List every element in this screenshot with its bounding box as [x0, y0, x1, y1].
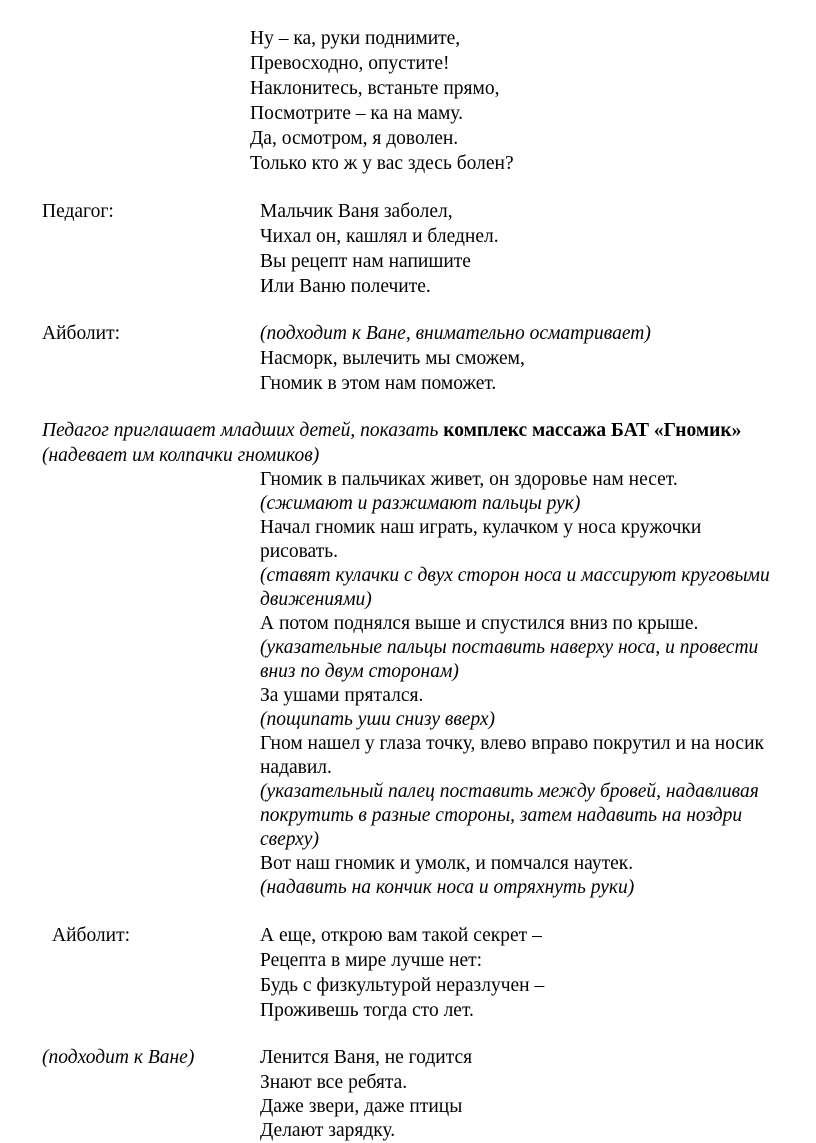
verse-line: Ленится Ваня, не годится — [260, 1047, 473, 1068]
massage-intro-text: Педагог приглашает младших детей, показать — [42, 420, 444, 441]
speaker-aibolit: Айболит: — [42, 323, 121, 344]
massage-title: комплекс массажа БАТ «Гномик» — [443, 420, 742, 441]
verse-line: Наклонитесь, встаньте прямо, — [250, 78, 500, 99]
verse-line: Чихал он, кашлял и бледнел. — [260, 226, 499, 247]
massage-direction: (указательные пальцы поставить наверху носа, и провести — [260, 637, 759, 658]
stage-direction: (подходит к Ване) — [42, 1047, 195, 1068]
verse-line: А еще, открою вам такой секрет – — [260, 925, 542, 946]
verse-line: Проживешь тогда сто лет. — [260, 1000, 474, 1021]
massage-direction: вниз по двум сторонам) — [260, 661, 459, 682]
massage-direction: сверху) — [260, 829, 319, 850]
massage-line: Гном нашел у глаза точку, влево вправо покрутил и на носик — [260, 733, 765, 754]
massage-line: рисовать. — [260, 541, 338, 562]
verse-line: Знают все ребята. — [260, 1072, 408, 1093]
massage-intro — [42, 419, 741, 443]
massage-direction: (надавить на кончик носа и отряхнуть руки) — [260, 877, 635, 898]
massage-line: надавил. — [260, 757, 332, 778]
verse-line: Делают зарядку. — [260, 1120, 396, 1141]
verse-line: Даже звери, даже птицы — [260, 1096, 463, 1117]
stage-direction: (подходит к Ване, внимательно осматривает) — [260, 323, 651, 344]
verse-line: Или Ваню полечите. — [260, 276, 431, 297]
massage-direction: (сжимают и разжимают пальцы рук) — [260, 493, 581, 514]
massage-direction: (ставят кулачки с двух сторон носа и массируют круговыми — [260, 565, 770, 586]
verse-line: Гномик в этом нам поможет. — [260, 373, 497, 394]
massage-line: За ушами прятался. — [260, 685, 424, 706]
massage-direction: (пощипать уши снизу вверх) — [260, 709, 495, 730]
massage-line: А потом поднялся выше и спустился вниз по крыше. — [260, 613, 699, 634]
massage-direction: (указательный палец поставить между бровей, надавливая — [260, 781, 759, 802]
massage-line: Начал гномик наш играть, кулачком у носа кружочки — [260, 517, 702, 538]
verse-line: Вы рецепт нам напишите — [260, 251, 471, 272]
massage-line: Вот наш гномик и умолк, и помчался наутек. — [260, 853, 634, 874]
verse-line: Только кто ж у вас здесь болен? — [250, 153, 514, 174]
verse-line: Да, осмотром, я доволен. — [250, 128, 459, 149]
massage-line: Гномик в пальчиках живет, он здоровье нам несет. — [260, 469, 678, 490]
massage-direction: покрутить в разные стороны, затем надавить на ноздри — [260, 805, 743, 826]
verse-line: Мальчик Ваня заболел, — [260, 201, 453, 222]
stage-direction: (надевает им колпачки гномиков) — [42, 445, 320, 466]
verse-line: Рецепта в мире лучше нет: — [260, 950, 483, 971]
massage-direction: движениями) — [260, 589, 372, 610]
verse-line: Посмотрите – ка на маму. — [250, 103, 463, 124]
speaker-aibolit: Айболит: — [52, 925, 131, 946]
verse-line: Будь с физкультурой неразлучен – — [260, 975, 545, 996]
speaker-pedagog: Педагог: — [42, 201, 114, 222]
verse-line: Ну – ка, руки поднимите, — [250, 28, 461, 49]
verse-line: Превосходно, опустите! — [250, 53, 450, 74]
verse-line: Насморк, вылечить мы сможем, — [260, 348, 525, 369]
